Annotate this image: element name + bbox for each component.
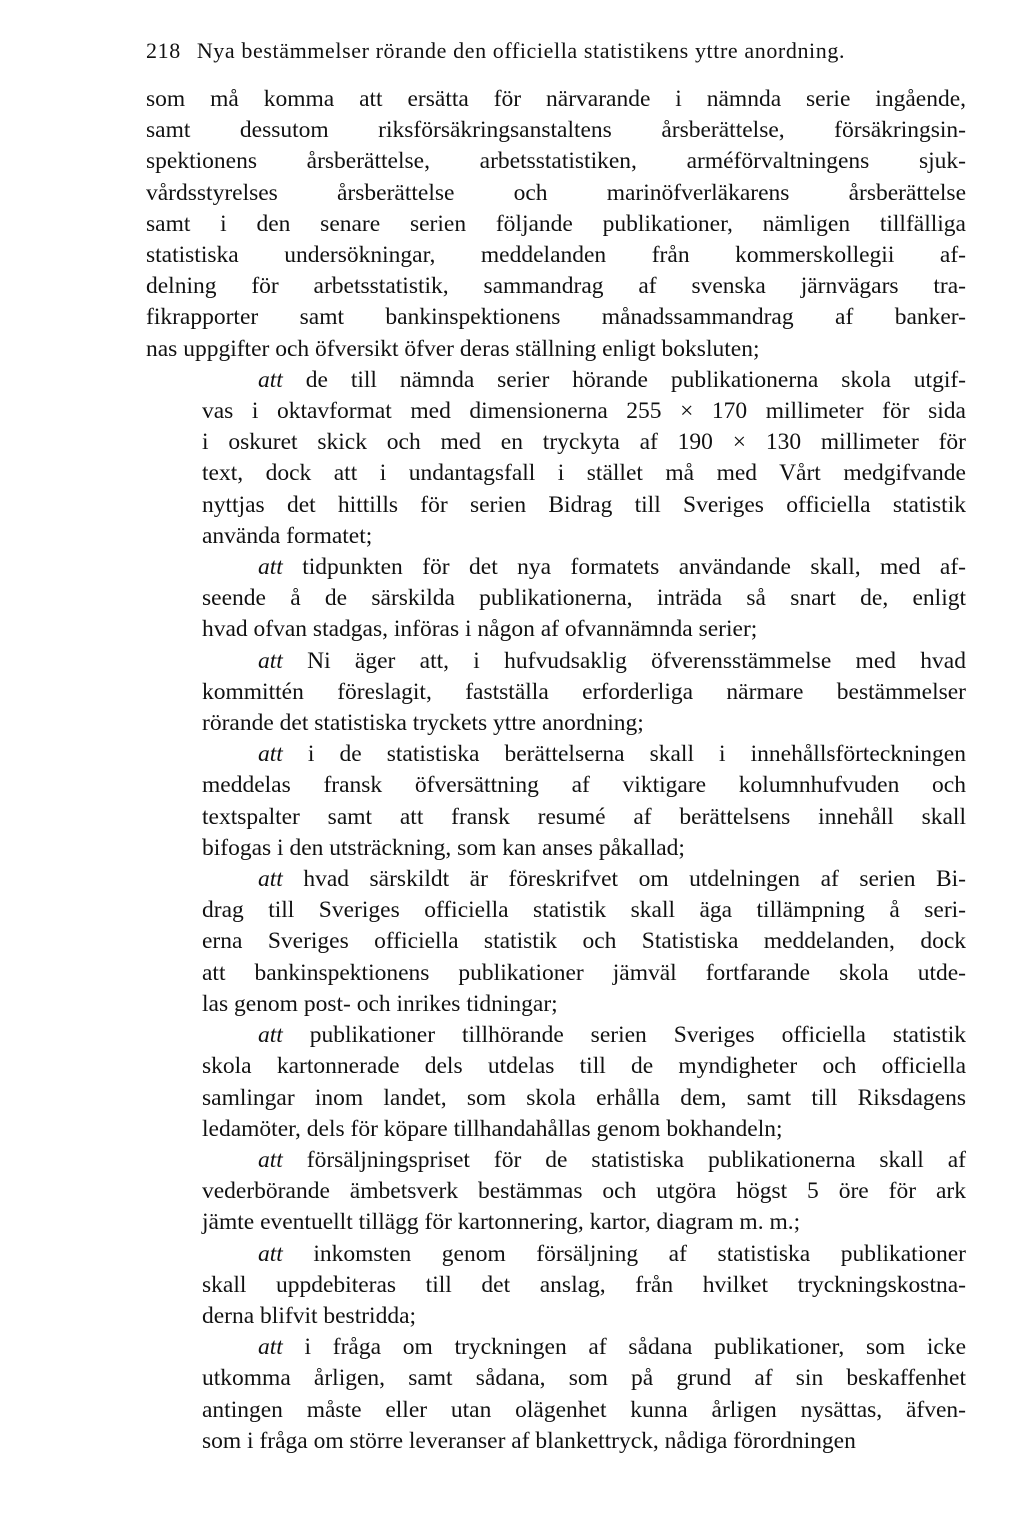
line-text: seende å de särskilda publikationerna, inträda så snart de, enligt <box>202 585 966 612</box>
text-line <box>146 770 966 801</box>
line-text: som må komma att ersätta för närvarande i nämnda serie ingående, <box>146 86 966 112</box>
line-text: bifogas i den utsträckning, som kan anses påkallad; <box>202 834 685 861</box>
line-text: vårdsstyrelses årsberättelse och marinöfverläkarens årsberättelse <box>146 179 966 206</box>
line-text: publikationer tillhörande serien Sveriges officiella statistik <box>282 1022 966 1049</box>
line-text: fikrapporter samt bankinspektionens månadssammandrag af banker- <box>146 304 966 331</box>
paragraph <box>146 864 966 1020</box>
document-page <box>146 38 966 1457</box>
text-line <box>146 1395 966 1426</box>
clause-lead-word: att <box>258 1022 283 1049</box>
text-line <box>146 1176 966 1207</box>
body-text <box>146 84 966 1457</box>
text-line <box>146 1020 966 1051</box>
line-text: text, dock att i undantagsfall i stället må med Vårt medgifvande <box>202 460 966 487</box>
text-line <box>146 115 966 146</box>
line-text: samt i den senare serien följande publikationer, nämligen tillfälliga <box>146 210 966 237</box>
line-text: Ni äger att, i hufvudsaklig öfverensstämmelse med hvad <box>282 647 966 674</box>
text-line <box>146 302 966 333</box>
line-text: i de statistiska berättelserna skall i innehållsförteckningen <box>282 741 966 768</box>
text-line <box>146 1270 966 1301</box>
line-text: skall uppdebiteras till det anslag, från hvilket tryckningskostna- <box>202 1271 966 1298</box>
line-text: vederbörande ämbetsverk bestämmas och utgöra högst 5 öre för ark <box>202 1178 966 1205</box>
paragraph <box>146 1145 966 1239</box>
text-line <box>146 146 966 177</box>
line-text: vas i oktavformat med dimensionerna 255 × 170 millimeter för sida <box>202 398 966 425</box>
text-line <box>146 209 966 240</box>
line-text: meddelas fransk öfversättning af viktigare kolumnhufvuden och <box>202 772 966 799</box>
paragraph <box>146 365 966 552</box>
text-line <box>146 1239 966 1270</box>
line-text: utkomma årligen, samt sådana, som på grund af sin beskaffenhet <box>202 1365 966 1392</box>
page-header <box>146 38 966 72</box>
clause-lead-word: att <box>258 554 283 581</box>
line-text: som i fråga om större leveranser af blankettryck, nådiga förordningen <box>202 1427 856 1454</box>
line-text: hvad ofvan stadgas, införas i någon af ofvannämnda serier; <box>202 616 758 643</box>
text-line <box>146 1363 966 1394</box>
clause-lead-word: att <box>258 366 283 393</box>
line-text: i oskuret skick och med en tryckyta af 190 × 130 millimeter för <box>202 429 966 456</box>
line-text: statistiska undersökningar, meddelanden från kommerskollegii af- <box>146 242 966 269</box>
running-title: Nya bestämmelser rörande den officiella statistikens yttre anordning. <box>196 38 846 63</box>
line-text: las genom post- och inrikes tidningar; <box>202 990 558 1017</box>
line-text: jämte eventuellt tillägg för kartonnering, kartor, diagram m. m.; <box>202 1209 801 1236</box>
line-text: derna blifvit bestridda; <box>202 1302 417 1329</box>
text-line <box>146 334 966 365</box>
text-line <box>146 396 966 427</box>
text-line <box>146 1083 966 1114</box>
line-text: textspalter samt att fransk resumé af berättelsens innehåll skall <box>202 803 966 830</box>
clause-lead-word: att <box>258 866 283 893</box>
paragraph <box>146 646 966 740</box>
text-line <box>146 833 966 864</box>
line-text: hvad särskildt är föreskrifvet om utdelningen af serien Bi- <box>282 866 966 893</box>
line-text: delning för arbetsstatistik, sammandrag af svenska järnvägars tra- <box>146 273 966 300</box>
text-line <box>146 802 966 833</box>
text-line <box>146 677 966 708</box>
text-line <box>146 1114 966 1145</box>
text-line <box>146 240 966 271</box>
line-text: tidpunkten för det nya formatets användande skall, med af- <box>282 554 966 581</box>
text-line <box>146 895 966 926</box>
line-text: de till nämnda serier hörande publikationerna skola utgif- <box>282 366 966 393</box>
line-text: skola kartonnerade dels utdelas till de myndigheter och officiella <box>202 1053 966 1080</box>
text-line <box>146 864 966 895</box>
text-line <box>146 1207 966 1238</box>
clause-lead-word: att <box>258 1240 283 1267</box>
text-line <box>146 926 966 957</box>
text-line <box>146 583 966 614</box>
text-line <box>146 1332 966 1363</box>
line-text: samlingar inom landet, som skola erhålla dem, samt till Riksdagens <box>202 1084 966 1111</box>
text-line <box>146 178 966 209</box>
text-line <box>146 1301 966 1332</box>
text-line <box>146 646 966 677</box>
line-text: försäljningspriset för de statistiska publikationerna skall af <box>282 1146 966 1173</box>
page-number: 218 <box>146 38 181 63</box>
text-line <box>146 427 966 458</box>
line-text: kommittén föreslagit, fastställa erforderliga närmare bestämmelser <box>202 678 966 705</box>
text-line <box>146 708 966 739</box>
text-line <box>146 552 966 583</box>
line-text: ledamöter, dels för köpare tillhandahållas genom bokhandeln; <box>202 1115 783 1142</box>
text-line <box>146 614 966 645</box>
text-line <box>146 739 966 770</box>
line-text: samt dessutom riksförsäkringsanstaltens årsberättelse, försäkringsin- <box>146 117 966 144</box>
line-text: att bankinspektionens publikationer jämväl fortfarande skola utde- <box>202 959 966 986</box>
line-text: inkomsten genom försäljning af statistiska publikationer <box>282 1240 966 1267</box>
text-line <box>146 490 966 521</box>
clause-lead-word: att <box>258 1334 283 1361</box>
line-text: erna Sveriges officiella statistik och Statistiska meddelanden, dock <box>202 928 966 955</box>
text-line <box>146 1145 966 1176</box>
text-line <box>146 1051 966 1082</box>
text-line <box>146 521 966 552</box>
line-text: nyttjas det hittills för serien Bidrag till Sveriges officiella statistik <box>202 491 966 518</box>
clause-lead-word: att <box>258 741 283 768</box>
text-line <box>146 84 966 115</box>
line-text: drag till Sveriges officiella statistik skall äga tillämpning å seri- <box>202 897 966 924</box>
paragraph <box>146 552 966 646</box>
text-line <box>146 958 966 989</box>
line-text: i fråga om tryckningen af sådana publikationer, som icke <box>282 1334 966 1361</box>
paragraph <box>146 739 966 864</box>
paragraph <box>146 1020 966 1145</box>
text-line <box>146 989 966 1020</box>
paragraph <box>146 84 966 365</box>
clause-lead-word: att <box>258 1146 283 1173</box>
clause-lead-word: att <box>258 647 283 674</box>
line-text: använda formatet; <box>202 522 373 549</box>
line-text: antingen måste eller utan olägenhet kunna årligen nysättas, äfven- <box>202 1396 966 1423</box>
text-line <box>146 271 966 302</box>
paragraph <box>146 1239 966 1333</box>
text-line <box>146 1426 966 1457</box>
line-text: rörande det statistiska tryckets yttre anordning; <box>202 710 644 737</box>
text-line <box>146 365 966 396</box>
text-line <box>146 458 966 489</box>
paragraph <box>146 1332 966 1457</box>
line-text: spektionens årsberättelse, arbetsstatistiken, arméförvaltningens sjuk- <box>146 148 966 175</box>
line-text: nas uppgifter och öfversikt öfver deras ställning enligt boksluten; <box>146 335 760 362</box>
